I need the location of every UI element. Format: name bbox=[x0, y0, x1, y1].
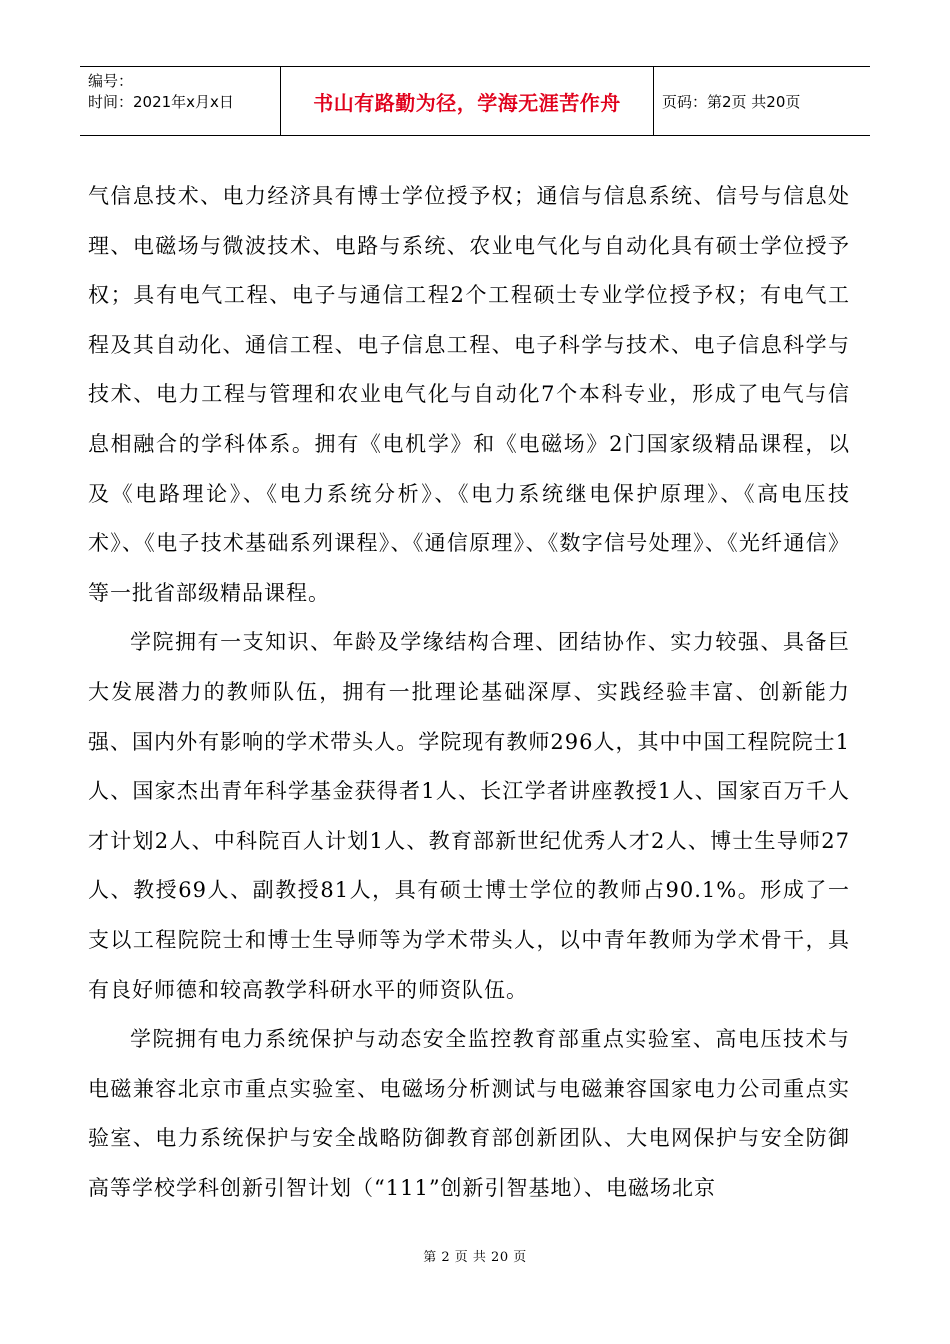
page-header bbox=[80, 66, 870, 136]
header-meta bbox=[80, 67, 280, 135]
document-time-label: 时间：2021年x月x日 bbox=[88, 93, 234, 111]
paragraph-faculty: 学院拥有一支知识、年龄及学缘结构合理、团结协作、实力较强、具备巨大发展潜力的教师队伍，拥有一批理论基础深厚、实践经验丰富、创新能力强、国内外有影响的学术带头人。学院现有教师296人，其中中国工程院院士1人、国家杰出青年科学基金获得者1人、长江学者讲座教授1人、国家百万千人才计划2人、中科院百人计划1人、教育部新世纪优秀人才2人、博士生导师27人、教授69人、副教授81人，具有硕士博士学位的教师占90.1%。形成了一支以工程院院士和博士生导师等为学术带头人，以中青年教师为学术骨干，具有良好师德和较高教学科研水平的师资队伍。 bbox=[88, 630, 850, 1002]
paragraph-continuation: 气信息技术、电力经济具有博士学位授予权；通信与信息系统、信号与信息处理、电磁场与微波技术、电路与系统、农业电气化与自动化具有硕士学位授予权；具有电气工程、电子与通信工程2个工程硕士专业学位授予权；有电气工程及其自动化、通信工程、电子信息工程、电子科学与技术、电子信息科学与技术、电力工程与管理和农业电气化与自动化7个本科专业，形成了电气与信息相融合的学科体系。拥有《电机学》和《电磁场》2门国家级精品课程，以及《电路理论》、《电力系统分析》、《电力系统继电保护原理》、《高电压技术》、《电子技术基础系列课程》、《通信原理》、《数字信号处理》、《光纤通信》等一批省部级精品课程。 bbox=[88, 184, 850, 605]
page-footer: 第 2 页 共 20 页 bbox=[423, 1250, 527, 1265]
document-number-label: 编号： bbox=[88, 72, 134, 90]
paragraph-laboratories: 学院拥有电力系统保护与动态安全监控教育部重点实验室、高电压技术与电磁兼容北京市重点实验室、电磁场分析测试与电磁兼容国家电力公司重点实验室、电力系统保护与安全战略防御教育部创新团队、大电网保护与安全防御高等学校学科创新引智计划（“111”创新引智基地）、电磁场北京 bbox=[88, 1027, 850, 1200]
header-motto: 书山有路勤为径，学海无涯苦作舟 bbox=[280, 67, 654, 135]
document-body bbox=[88, 172, 850, 1213]
header-page-info: 页码：第2页 共20页 bbox=[662, 92, 801, 111]
